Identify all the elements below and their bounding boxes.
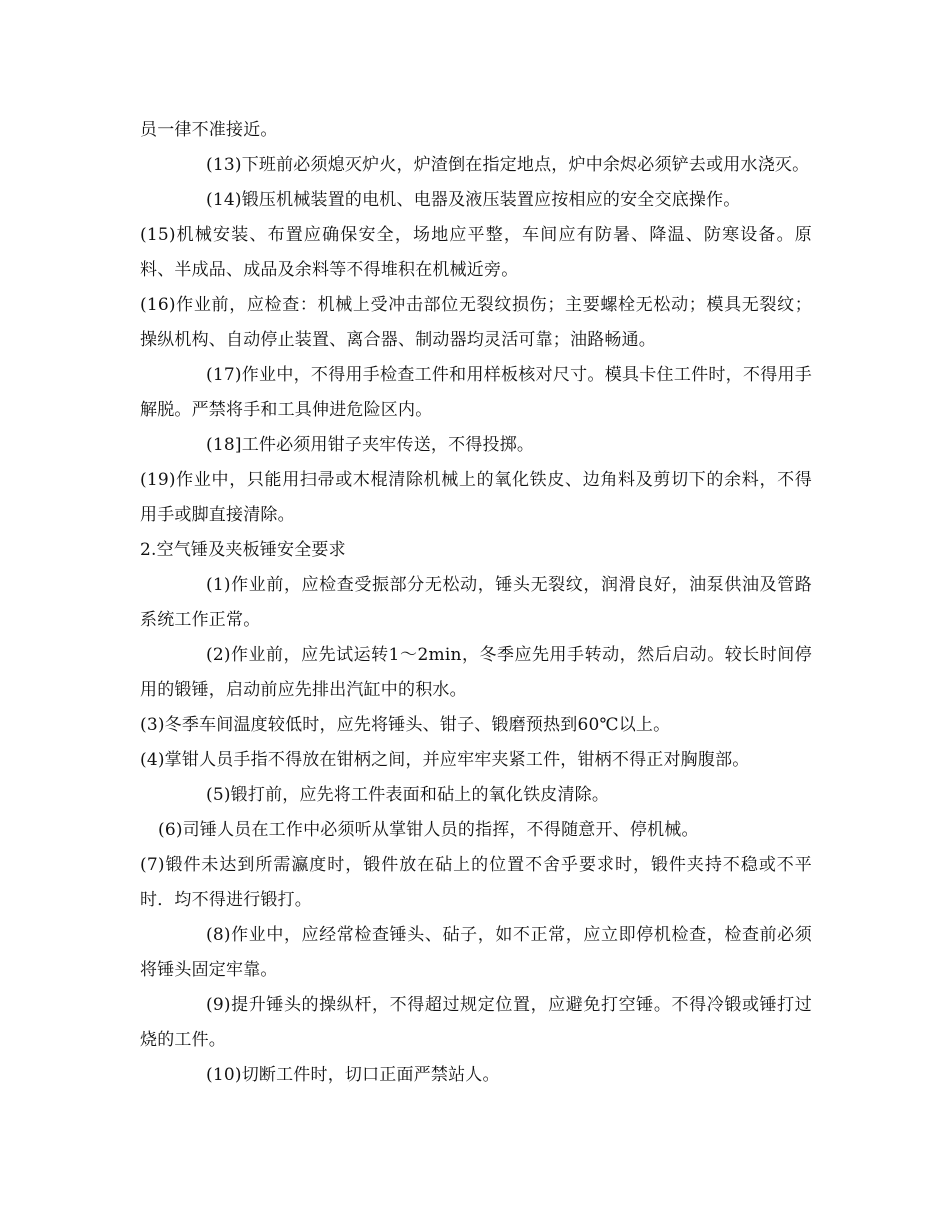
paragraph-hammer-3: (3)冬季车间温度较低时，应先将锤头、钳子、锻磨预热到60℃以上。 (140, 715, 671, 735)
paragraph-hammer-7: (7)锻件未达到所需瀛度时，锻件放在砧上的位置不舍乎要求时，锻件夹持不稳或不平时．均不得进行锻打。 (140, 855, 812, 910)
paragraph-continuation: 员一律不准接近。 (140, 120, 278, 140)
paragraph-hammer-4: (4)掌钳人员手指不得放在钳柄之间，并应牢牢夹紧工件，钳柄不得正对胸腹部。 (140, 750, 750, 770)
paragraph-item-15: (15)机械安装、布置应确保安全，场地应平整，车间应有防暑、降温、防寒设备。原料、半成品、成品及余料等不得堆积在机械近旁。 (140, 225, 812, 280)
paragraph-item-14: (14)锻压机械装置的电机、电器及液压装置应按相应的安全交底操作。 (206, 190, 741, 210)
paragraph-item-13: (13)下班前必须熄灭炉火，炉渣倒在指定地点，炉中余烬必须铲去或用水浇灭。 (206, 155, 810, 175)
paragraph-item-18: (18]工件必须用钳子夹牢传送，不得投掷。 (206, 435, 535, 455)
section-heading-air-hammer: 2.空气锤及夹板锤安全要求 (140, 540, 346, 560)
paragraph-hammer-6: (6)司锤人员在工作中必须听从掌钳人员的指挥，不得随意开、停机械。 (158, 820, 699, 840)
paragraph-hammer-2: (2)作业前，应先试运转1～2min，冬季应先用手转动，然后启动。较长时间停用的锻锤，启动前应先排出汽缸中的积水。 (140, 645, 812, 700)
document-body (140, 113, 812, 1093)
paragraph-hammer-8: (8)作业中，应经常检查锤头、砧子，如不正常，应立即停机检查，检查前必须将锤头固定牢靠。 (140, 925, 812, 980)
paragraph-hammer-1: (1)作业前，应检查受振部分无松动，锤头无裂纹，润滑良好，油泵供油及管路系统工作正常。 (140, 575, 812, 630)
paragraph-hammer-5: (5)锻打前，应先将工件表面和砧上的氧化铁皮清除。 (206, 785, 610, 805)
paragraph-item-19: (19)作业中，只能用扫帚或木棍清除机械上的氧化铁皮、边角料及剪切下的余料，不得用手或脚直接清除。 (140, 470, 812, 525)
paragraph-hammer-9: (9)提升锤头的操纵杆，不得超过规定位置，应避免打空锤。不得冷锻或锤打过烧的工件。 (140, 995, 812, 1050)
paragraph-hammer-10: (10)切断工件时，切口正面严禁站人。 (206, 1065, 500, 1085)
paragraph-item-17: (17)作业中，不得用手检查工件和用样板核对尺寸。模具卡住工件时，不得用手解脱。严禁将手和工具伸进危险区内。 (140, 365, 812, 420)
paragraph-item-16: (16)作业前，应检查：机械上受冲击部位无裂纹损伤；主要螺栓无松动；模具无裂纹；操纵机构、自动停止装置、离合器、制动器均灵活可靠；油路畅通。 (140, 295, 812, 350)
